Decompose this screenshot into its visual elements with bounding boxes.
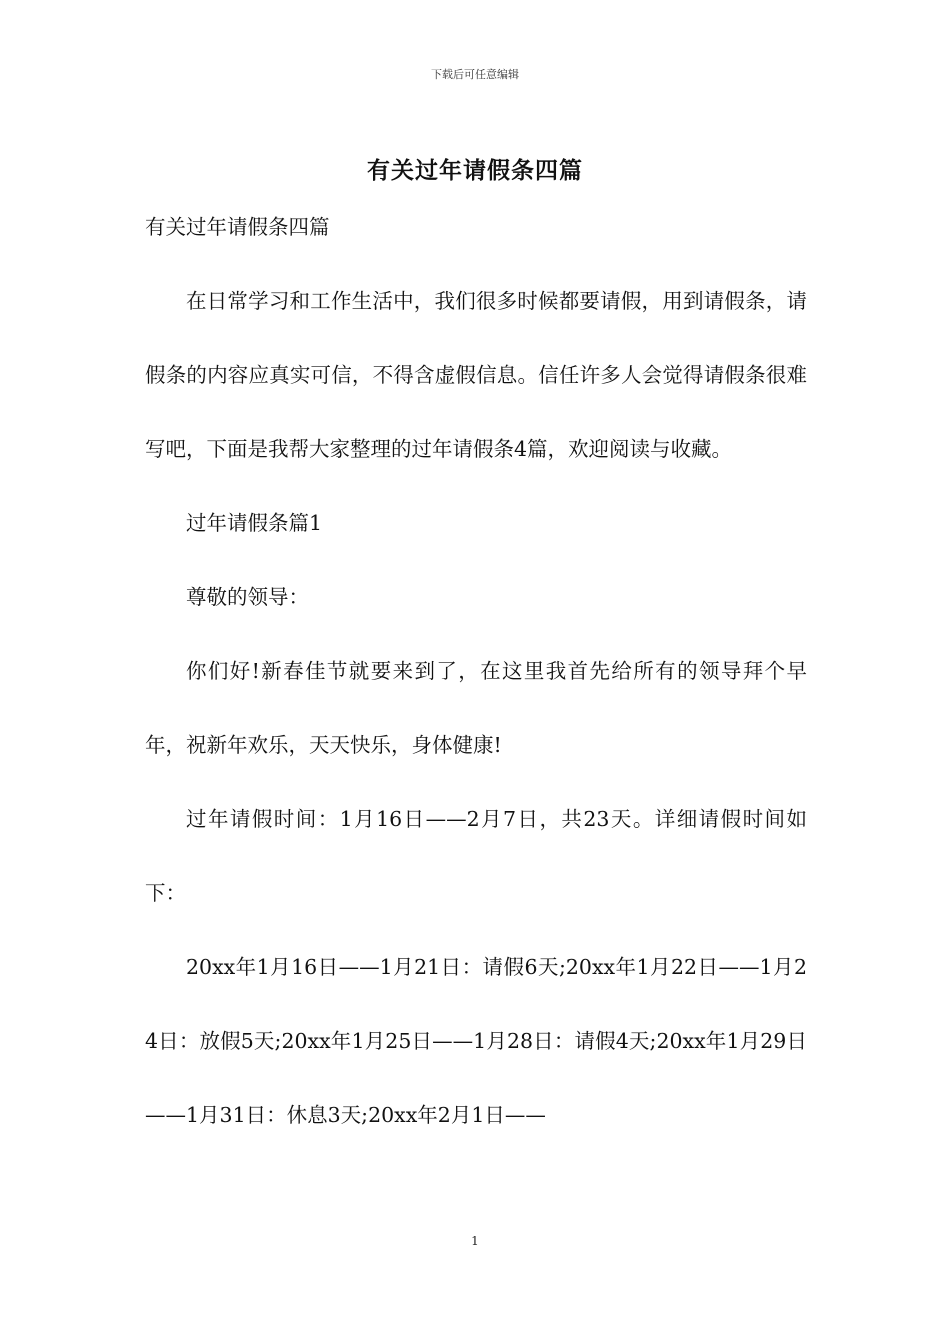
section-heading: 过年请假条篇1 [186,511,323,535]
header-note: 下载后可任意编辑 [431,68,519,81]
intro-paragraph: 在日常学习和工作生活中，我们很多时候都要请假，用到请假条，请假条的内容应真实可信，不得含虚假信息。信任许多人会觉得请假条很难写吧，下面是我帮大家整理的过年请假条4篇，欢迎阅读与收藏。 [145,289,807,461]
document-body [145,190,807,1152]
page-number: 1 [471,1234,479,1248]
leave-detail-paragraph: 20xx年1月16日——1月21日：请假6天;20xx年1月22日——1月24日：放假5天;20xx年1月25日——1月28日：请假4天;20xx年1月29日——1月31日：休息3天;20xx年2月1日—— [145,955,807,1127]
document-title: 有关过年请假条四篇 [367,158,583,184]
greeting-paragraph: 你们好!新春佳节就要来到了，在这里我首先给所有的领导拜个早年，祝新年欢乐，天天快乐，身体健康! [145,659,807,757]
salutation: 尊敬的领导： [186,585,309,609]
body-subtitle: 有关过年请假条四篇 [145,215,330,239]
leave-period-paragraph: 过年请假时间：1月16日——2月7日，共23天。详细请假时间如下： [145,807,807,905]
